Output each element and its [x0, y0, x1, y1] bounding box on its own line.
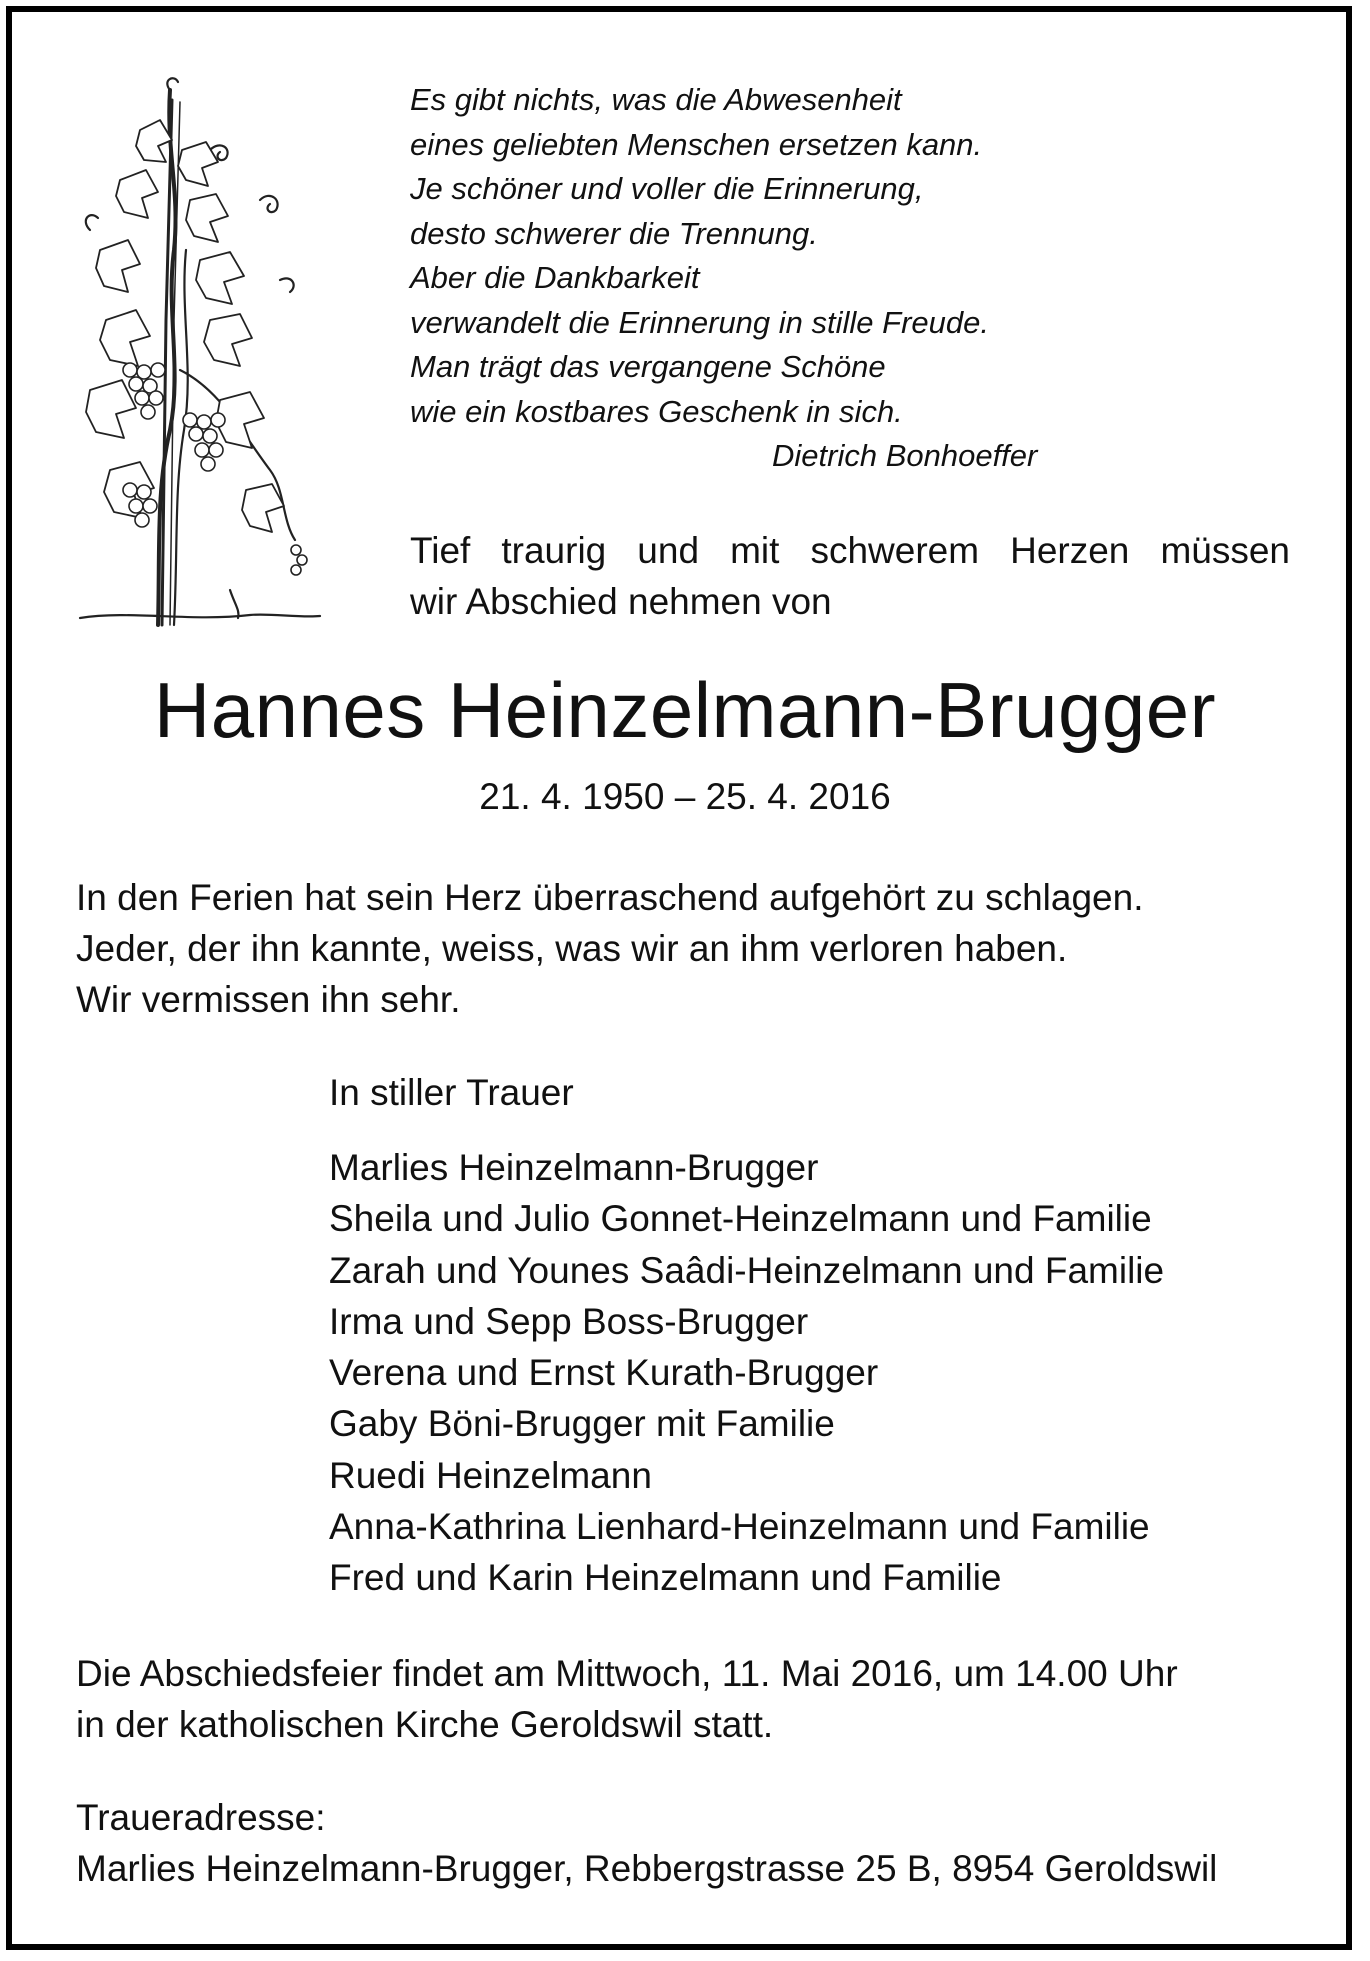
- ceremony-line: Die Abschiedsfeier findet am Mittwoch, 11. Mai 2016, um 14.00 Uhr: [76, 1653, 1178, 1694]
- family-member: Ruedi Heinzelmann: [329, 1454, 652, 1496]
- deceased-name: Hannes Heinzelmann-Brugger: [153, 666, 1217, 754]
- message-block: [76, 872, 1306, 1025]
- quote-line: Je schöner und voller die Erinnerung,: [410, 171, 924, 206]
- address-label: Traueradresse:: [76, 1797, 326, 1838]
- ceremony-line: in der katholischen Kirche Geroldswil statt.: [76, 1704, 774, 1745]
- quote-line: wie ein kostbares Geschenk in sich.: [410, 393, 903, 429]
- family-member: Zarah und Younes Saâdi-Heinzelmann und Familie: [329, 1249, 1165, 1291]
- ceremony-info: [76, 1648, 1316, 1750]
- quote-line: Man trägt das vergangene Schöne: [410, 349, 886, 384]
- family-member: Fred und Karin Heinzelmann und Familie: [329, 1557, 1002, 1599]
- family-list: [329, 1142, 1164, 1604]
- quote-line: eines geliebten Menschen ersetzen kann.: [410, 126, 983, 162]
- family-member: Irma und Sepp Boss-Brugger: [329, 1300, 809, 1342]
- family-member: Sheila und Julio Gonnet-Heinzelmann und Familie: [329, 1198, 1152, 1240]
- intro-line-2: wir Abschied nehmen von: [410, 581, 832, 622]
- address-value: Marlies Heinzelmann-Brugger, Rebbergstrasse 25 B, 8954 Geroldswil: [76, 1848, 1218, 1889]
- family-member: Verena und Ernst Kurath-Brugger: [329, 1352, 879, 1394]
- intro-line-1: Tief traurig und mit schwerem Herzen müssen: [410, 530, 1290, 571]
- message-line: Wir vermissen ihn sehr.: [76, 979, 461, 1020]
- family-member: Marlies Heinzelmann-Brugger: [329, 1147, 819, 1188]
- family-member: Anna-Kathrina Lienhard-Heinzelmann und Familie: [329, 1506, 1150, 1548]
- quote-line: desto schwerer die Trennung.: [410, 215, 818, 251]
- quote-line: verwandelt die Erinnerung in stille Freude.: [410, 304, 989, 340]
- mourning-heading: In stiller Trauer: [329, 1072, 574, 1113]
- quote-line: Es gibt nichts, was die Abwesenheit: [410, 82, 902, 117]
- quote-block: [410, 78, 1110, 479]
- grapevine-illustration: [70, 70, 350, 630]
- quote-line: Aber die Dankbarkeit: [410, 260, 700, 295]
- message-line: Jeder, der ihn kannte, weiss, was wir an ihm verloren haben.: [76, 928, 1068, 969]
- mourning-address: [76, 1792, 1316, 1894]
- quote-author: Dietrich Bonhoeffer: [772, 438, 1038, 473]
- family-member: Gaby Böni-Brugger mit Familie: [329, 1403, 835, 1445]
- life-dates: 21. 4. 1950 – 25. 4. 2016: [479, 776, 891, 817]
- message-line: In den Ferien hat sein Herz überraschend aufgehört zu schlagen.: [76, 877, 1144, 918]
- intro-text: [410, 525, 1290, 627]
